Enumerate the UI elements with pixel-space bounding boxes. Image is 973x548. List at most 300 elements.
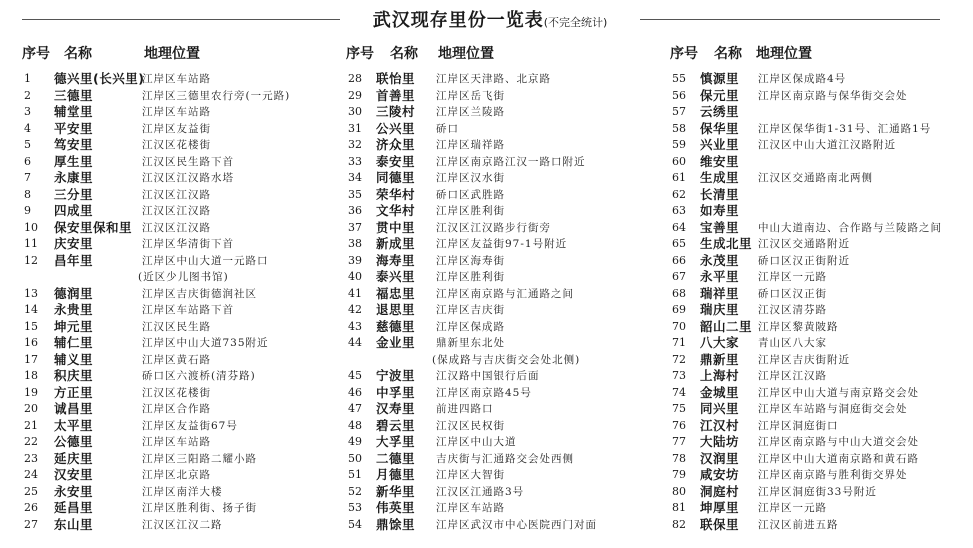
row-number: 15	[24, 319, 38, 333]
lane-location: 江汉区民权街	[436, 419, 505, 432]
table-row	[670, 154, 970, 171]
row-number: 55	[672, 72, 686, 85]
lane-name: 德兴里(长兴里)	[54, 71, 145, 86]
lane-location: 硚口区武胜路	[436, 188, 505, 201]
lane-location: 江岸区吉庆街	[436, 304, 505, 316]
lane-name: 永茂里	[700, 252, 740, 268]
row-number: 29	[348, 88, 362, 102]
table-row	[670, 352, 970, 369]
lane-name: 咸安坊	[700, 467, 740, 482]
table-row	[346, 236, 661, 253]
table-row	[22, 451, 332, 468]
lane-location: 江岸区合作路	[142, 403, 211, 415]
row-number: 44	[348, 336, 362, 349]
lane-location: 江岸区三德里农行旁(一元路)	[142, 89, 291, 102]
lane-location: 吉庆街与汇通路交会处西侧	[436, 452, 574, 465]
lane-name: 八大家	[700, 335, 740, 350]
lane-name: 三陵村	[376, 104, 416, 119]
lane-name: 三德里	[54, 87, 94, 103]
row-number: 37	[348, 220, 362, 234]
column-header	[670, 43, 970, 67]
lane-name: 保安里保和里	[54, 219, 133, 235]
lane-location: 江岸区武汉市中心医院西门对面	[436, 518, 597, 531]
row-number: 10	[24, 220, 38, 234]
table-row	[22, 203, 332, 220]
lane-location: 江岸区友益街	[142, 122, 211, 135]
table-row	[22, 418, 332, 435]
lane-location: 硚口	[436, 122, 459, 135]
row-number: 52	[348, 484, 362, 498]
lane-location: 江岸区黄石路	[142, 353, 211, 366]
lane-location: 江汉区花楼街	[142, 139, 211, 151]
header-location: 地理位置	[144, 46, 200, 62]
table-row	[22, 154, 332, 171]
header-name: 名称	[64, 46, 92, 62]
lane-name: 贯中里	[376, 219, 416, 235]
lane-name: 瑞庆里	[700, 302, 740, 317]
lane-location: 江汉区江通路3号	[436, 485, 525, 498]
row-number: 26	[24, 501, 38, 514]
lane-location: 江岸区南洋大楼	[142, 485, 223, 498]
lane-location: 江岸区胜利街、扬子街	[142, 502, 257, 514]
lane-name: 长清里	[700, 186, 740, 202]
row-number: 73	[672, 369, 686, 382]
lane-name: 大陆坊	[700, 434, 740, 449]
lane-name: 公德里	[54, 434, 94, 449]
table-row	[346, 319, 661, 336]
lane-name: 云绣里	[700, 104, 740, 119]
table-row	[346, 302, 661, 319]
lane-name: 伟英里	[376, 500, 416, 515]
title-rule-left	[22, 19, 340, 20]
table-row	[346, 154, 661, 171]
lane-location: 江汉区江汉二路	[142, 518, 223, 531]
row-number: 62	[672, 187, 686, 201]
lane-name: 文华村	[376, 203, 416, 218]
row-number: 3	[24, 105, 31, 118]
lane-name: 保元里	[700, 87, 740, 103]
row-number: 59	[672, 138, 686, 151]
table-row	[346, 467, 661, 484]
table-row	[346, 121, 661, 138]
row-number: 79	[672, 468, 686, 481]
lane-location: 江岸区南京路江汉一路口附近	[436, 155, 586, 168]
table-row	[346, 286, 661, 303]
lane-name: 永贵里	[54, 302, 94, 317]
lane-name: 同兴里	[700, 401, 740, 416]
lane-name: 如寿里	[700, 203, 740, 218]
lane-name: 庆安里	[54, 236, 94, 251]
lane-location: 江岸区岳飞街	[436, 89, 505, 102]
table-row	[346, 352, 661, 369]
lane-name: 慈德里	[376, 318, 416, 334]
row-number: 21	[24, 418, 38, 432]
lane-location: 江岸区保华街1-31号、汇通路1号	[758, 122, 932, 135]
lane-name: 四成里	[54, 203, 94, 218]
lane-name: 宁波里	[376, 368, 416, 383]
lane-location: 江岸区大智街	[436, 469, 505, 481]
table-row	[346, 104, 661, 121]
lane-name: 昌年里	[54, 252, 94, 268]
row-number: 81	[672, 501, 686, 514]
row-number: 19	[24, 385, 38, 399]
row-number: 70	[672, 319, 686, 333]
table-row	[22, 517, 332, 534]
lane-location: 江岸区保成路	[436, 320, 505, 333]
table-row	[670, 484, 970, 501]
lane-location: 青山区八大家	[758, 337, 827, 349]
table-row	[22, 220, 332, 237]
lane-location: 前进四路口	[436, 403, 494, 415]
table-row	[670, 401, 970, 418]
row-number: 45	[348, 369, 362, 382]
table-row	[22, 385, 332, 402]
row-number: 25	[24, 484, 38, 498]
table-body	[346, 71, 661, 533]
header-num: 序号	[346, 46, 374, 62]
row-number: 78	[672, 451, 686, 465]
row-number: 75	[672, 402, 686, 415]
lane-name: 方正里	[54, 384, 94, 400]
lane-name: 坤元里	[54, 318, 94, 334]
table-row	[22, 286, 332, 303]
lane-location: 江汉路中国银行后面	[436, 370, 540, 382]
table-row	[22, 335, 332, 352]
lane-location: 江岸区华清街下首	[142, 238, 234, 250]
row-number: 8	[24, 187, 31, 201]
header-name: 名称	[390, 46, 418, 62]
row-number: 35	[348, 187, 362, 201]
row-number: 77	[672, 435, 686, 448]
row-number: 63	[672, 204, 686, 217]
lane-name: 延昌里	[54, 500, 94, 515]
table-row	[670, 434, 970, 451]
lane-name: 中孚里	[376, 384, 416, 400]
lane-name: 汉寿里	[376, 401, 416, 416]
table-row	[670, 368, 970, 385]
lane-name: 泰安里	[376, 153, 416, 169]
lane-name: 金城里	[700, 384, 740, 400]
lane-location: 江岸区中山大道一元路口	[142, 254, 269, 267]
lane-name: 兴业里	[700, 137, 740, 152]
header-name: 名称	[714, 46, 742, 62]
title-note: (不完全统计)	[543, 16, 608, 29]
row-number: 34	[348, 171, 362, 184]
lane-location: 江岸区一元路	[758, 271, 827, 283]
lane-location: 江岸区南京路45号	[436, 386, 532, 399]
lane-name: 江汉村	[700, 417, 740, 433]
table-row	[670, 253, 970, 270]
lane-name: 公兴里	[376, 120, 416, 136]
lane-location: 江汉区江汉路水塔	[142, 172, 234, 184]
lane-name: 保华里	[700, 120, 740, 136]
row-number: 50	[348, 451, 362, 465]
row-number: 28	[348, 72, 362, 85]
row-number: 13	[24, 286, 38, 300]
row-number: 7	[24, 171, 31, 184]
table-row	[670, 451, 970, 468]
row-number: 14	[24, 303, 38, 316]
location-continuation: (近区少儿图书馆)	[138, 271, 229, 283]
lane-location: 江汉区中山大道江汉路附近	[758, 139, 896, 151]
row-number: 51	[348, 468, 362, 481]
lane-name: 生成北里	[700, 236, 753, 251]
row-number: 67	[672, 270, 686, 283]
row-number: 43	[348, 319, 362, 333]
table-row	[346, 434, 661, 451]
row-number: 72	[672, 352, 686, 366]
column-header	[22, 43, 332, 67]
row-number: 12	[24, 253, 38, 267]
lane-location: 江岸区南京路与保华街交会处	[758, 89, 908, 102]
location-continuation: (保成路与吉庆街交会处北侧)	[432, 353, 581, 366]
table-row	[346, 253, 661, 270]
table-row	[22, 352, 332, 369]
lane-location: 江岸区中山大道与南京路交会处	[758, 386, 919, 399]
lane-name: 慎源里	[700, 71, 740, 86]
lane-name: 笃安里	[54, 137, 94, 152]
lane-name: 辅堂里	[54, 104, 94, 119]
table-row	[22, 401, 332, 418]
lane-location: 江岸区南京路与汇通路之间	[436, 287, 574, 300]
lane-name: 新华里	[376, 483, 416, 499]
table-row	[346, 401, 661, 418]
row-number: 41	[348, 286, 362, 300]
lane-name: 延庆里	[54, 450, 94, 466]
table-row	[22, 104, 332, 121]
lane-location: 江岸区车站路与洞庭街交会处	[758, 403, 908, 415]
row-number: 58	[672, 121, 686, 135]
lane-name: 平安里	[54, 120, 94, 136]
lane-name: 济众里	[376, 137, 416, 152]
row-number: 48	[348, 418, 362, 432]
lane-location: 江岸区车站路	[142, 436, 211, 448]
lane-name: 二德里	[376, 450, 416, 466]
row-number: 39	[348, 253, 362, 267]
table-row	[670, 517, 970, 534]
table-row	[22, 88, 332, 105]
lane-location: 江岸区南京路与胜利街交界处	[758, 469, 908, 481]
lane-location: 江汉区民生路下首	[142, 155, 234, 168]
lane-name: 坤厚里	[700, 500, 740, 515]
lane-location: 江汉区江汉路	[142, 221, 211, 234]
table-row	[22, 319, 332, 336]
table-row	[670, 269, 970, 286]
row-number: 38	[348, 237, 362, 250]
lane-name: 泰兴里	[376, 269, 416, 284]
lane-location: 江汉区江汉路	[142, 205, 211, 217]
table-row	[346, 335, 661, 352]
row-number: 69	[672, 303, 686, 316]
row-number: 4	[24, 121, 31, 135]
title-rule-right	[640, 19, 940, 20]
table-row	[22, 187, 332, 204]
lane-location: 鼎新里东北处	[436, 337, 505, 349]
table-row	[670, 220, 970, 237]
table-row	[346, 269, 661, 286]
lane-location: 江岸区中山大道735附近	[142, 337, 269, 349]
table-row	[670, 286, 970, 303]
lane-location: 江汉区前进五路	[758, 518, 839, 531]
lane-location: 中山大道南边、合作路与兰陵路之间	[758, 221, 942, 234]
table-row	[346, 88, 661, 105]
lane-location: 硚口区汉正街	[758, 287, 827, 300]
lane-location: 江汉区江汉路步行街旁	[436, 221, 551, 234]
lane-name: 太平里	[54, 417, 94, 433]
table-row	[346, 187, 661, 204]
row-number: 66	[672, 253, 686, 267]
lane-location: 江岸区北京路	[142, 469, 211, 481]
table-row	[670, 187, 970, 204]
row-number: 30	[348, 105, 362, 118]
table-row	[346, 500, 661, 517]
lane-location: 江岸区胜利街	[436, 271, 505, 283]
lane-name: 三分里	[54, 186, 94, 202]
table-row	[346, 484, 661, 501]
lane-name: 宝善里	[700, 219, 740, 235]
lane-name: 韶山二里	[700, 318, 753, 334]
table-row	[346, 137, 661, 154]
lane-name: 鼎馀里	[376, 516, 416, 532]
table-column-2	[346, 43, 661, 533]
row-number: 54	[348, 517, 362, 531]
lane-name: 大孚里	[376, 434, 416, 449]
lane-location: 硚口区汉正街附近	[758, 254, 850, 267]
table-row	[22, 269, 332, 286]
row-number: 36	[348, 204, 362, 217]
table-row	[670, 500, 970, 517]
lane-location: 江岸区友益街67号	[142, 419, 238, 432]
lane-location: 江岸区南京路与中山大道交会处	[758, 436, 919, 448]
lane-location: 江岸区黎黄陂路	[758, 320, 839, 333]
lane-location: 江岸区天津路、北京路	[436, 73, 551, 85]
table-body	[670, 71, 970, 533]
lane-name: 新成里	[376, 236, 416, 251]
row-number: 5	[24, 138, 31, 151]
row-number: 49	[348, 435, 362, 448]
lane-location: 江岸区吉庆街德润社区	[142, 287, 257, 300]
lane-name: 月德里	[376, 467, 416, 482]
table-row	[670, 203, 970, 220]
lane-name: 退思里	[376, 302, 416, 317]
row-number: 18	[24, 369, 38, 382]
lane-location: 江岸区车站路	[436, 502, 505, 514]
lane-location: 江岸区三阳路二耀小路	[142, 452, 257, 465]
row-number: 47	[348, 402, 362, 415]
row-number: 65	[672, 237, 686, 250]
table-row	[670, 170, 970, 187]
lane-name: 生成里	[700, 170, 740, 185]
table-row	[22, 368, 332, 385]
table-row	[346, 385, 661, 402]
row-number: 22	[24, 435, 38, 448]
table-row	[670, 104, 970, 121]
table-body	[22, 71, 332, 533]
lane-name: 联保里	[700, 516, 740, 532]
lane-location: 江岸区吉庆街附近	[758, 353, 850, 366]
row-number: 40	[348, 270, 362, 283]
row-number: 76	[672, 418, 686, 432]
lane-location: 江岸区保成路4号	[758, 73, 847, 85]
row-number: 11	[24, 237, 38, 250]
table-row	[346, 170, 661, 187]
lane-location: 江汉区花楼街	[142, 386, 211, 399]
lane-name: 永平里	[700, 269, 740, 284]
table-row	[670, 319, 970, 336]
lane-name: 汉安里	[54, 467, 94, 482]
title-main: 武汉现存里份一览表	[372, 10, 544, 31]
table-row	[670, 385, 970, 402]
row-number: 80	[672, 484, 686, 498]
page-title	[340, 6, 640, 32]
lane-location: 江岸区中山大道南京路和黄石路	[758, 452, 919, 465]
lane-location: 江汉区交通路南北两侧	[758, 172, 873, 184]
lane-location: 江汉区清芬路	[758, 304, 827, 316]
table-row	[22, 253, 332, 270]
table-row	[22, 302, 332, 319]
row-number: 32	[348, 138, 362, 151]
row-number: 9	[24, 204, 31, 217]
lane-location: 江汉区江汉路	[142, 188, 211, 201]
header-location: 地理位置	[438, 46, 494, 62]
row-number: 23	[24, 451, 38, 465]
lane-name: 诚昌里	[54, 401, 94, 416]
table-row	[670, 88, 970, 105]
lane-name: 东山里	[54, 516, 94, 532]
row-number: 60	[672, 154, 686, 168]
lane-name: 金业里	[376, 335, 416, 350]
table-row	[22, 170, 332, 187]
row-number: 24	[24, 468, 38, 481]
table-row	[670, 121, 970, 138]
table-row	[22, 484, 332, 501]
table-row	[22, 71, 332, 88]
table-row	[346, 71, 661, 88]
lane-location: 江汉区交通路附近	[758, 238, 850, 250]
lane-location: 江汉区民生路	[142, 320, 211, 333]
row-number: 33	[348, 154, 362, 168]
lane-name: 上海村	[700, 368, 740, 383]
lane-location: 江岸区车站路	[142, 106, 211, 118]
lane-location: 江岸区一元路	[758, 502, 827, 514]
table-row	[346, 418, 661, 435]
header-num: 序号	[22, 46, 50, 62]
lane-name: 鼎新里	[700, 351, 740, 367]
table-row	[670, 335, 970, 352]
table-column-1	[22, 43, 332, 533]
row-number: 56	[672, 88, 686, 102]
title-row	[0, 6, 973, 36]
lane-name: 福忠里	[376, 285, 416, 301]
row-number: 31	[348, 121, 362, 135]
table-row	[346, 220, 661, 237]
table-row	[670, 137, 970, 154]
lane-name: 辅仁里	[54, 335, 94, 350]
lane-name: 首善里	[376, 87, 416, 103]
row-number: 1	[24, 72, 31, 85]
lane-name: 碧云里	[376, 417, 416, 433]
row-number: 82	[672, 517, 686, 531]
table-row	[22, 121, 332, 138]
lane-name: 德润里	[54, 285, 94, 301]
row-number: 46	[348, 385, 362, 399]
table-row	[22, 500, 332, 517]
table-row	[346, 368, 661, 385]
table-row	[670, 302, 970, 319]
lane-location: 硚口区六渡桥(清芬路)	[142, 370, 256, 382]
lane-name: 厚生里	[54, 153, 94, 169]
header-num: 序号	[670, 46, 698, 62]
